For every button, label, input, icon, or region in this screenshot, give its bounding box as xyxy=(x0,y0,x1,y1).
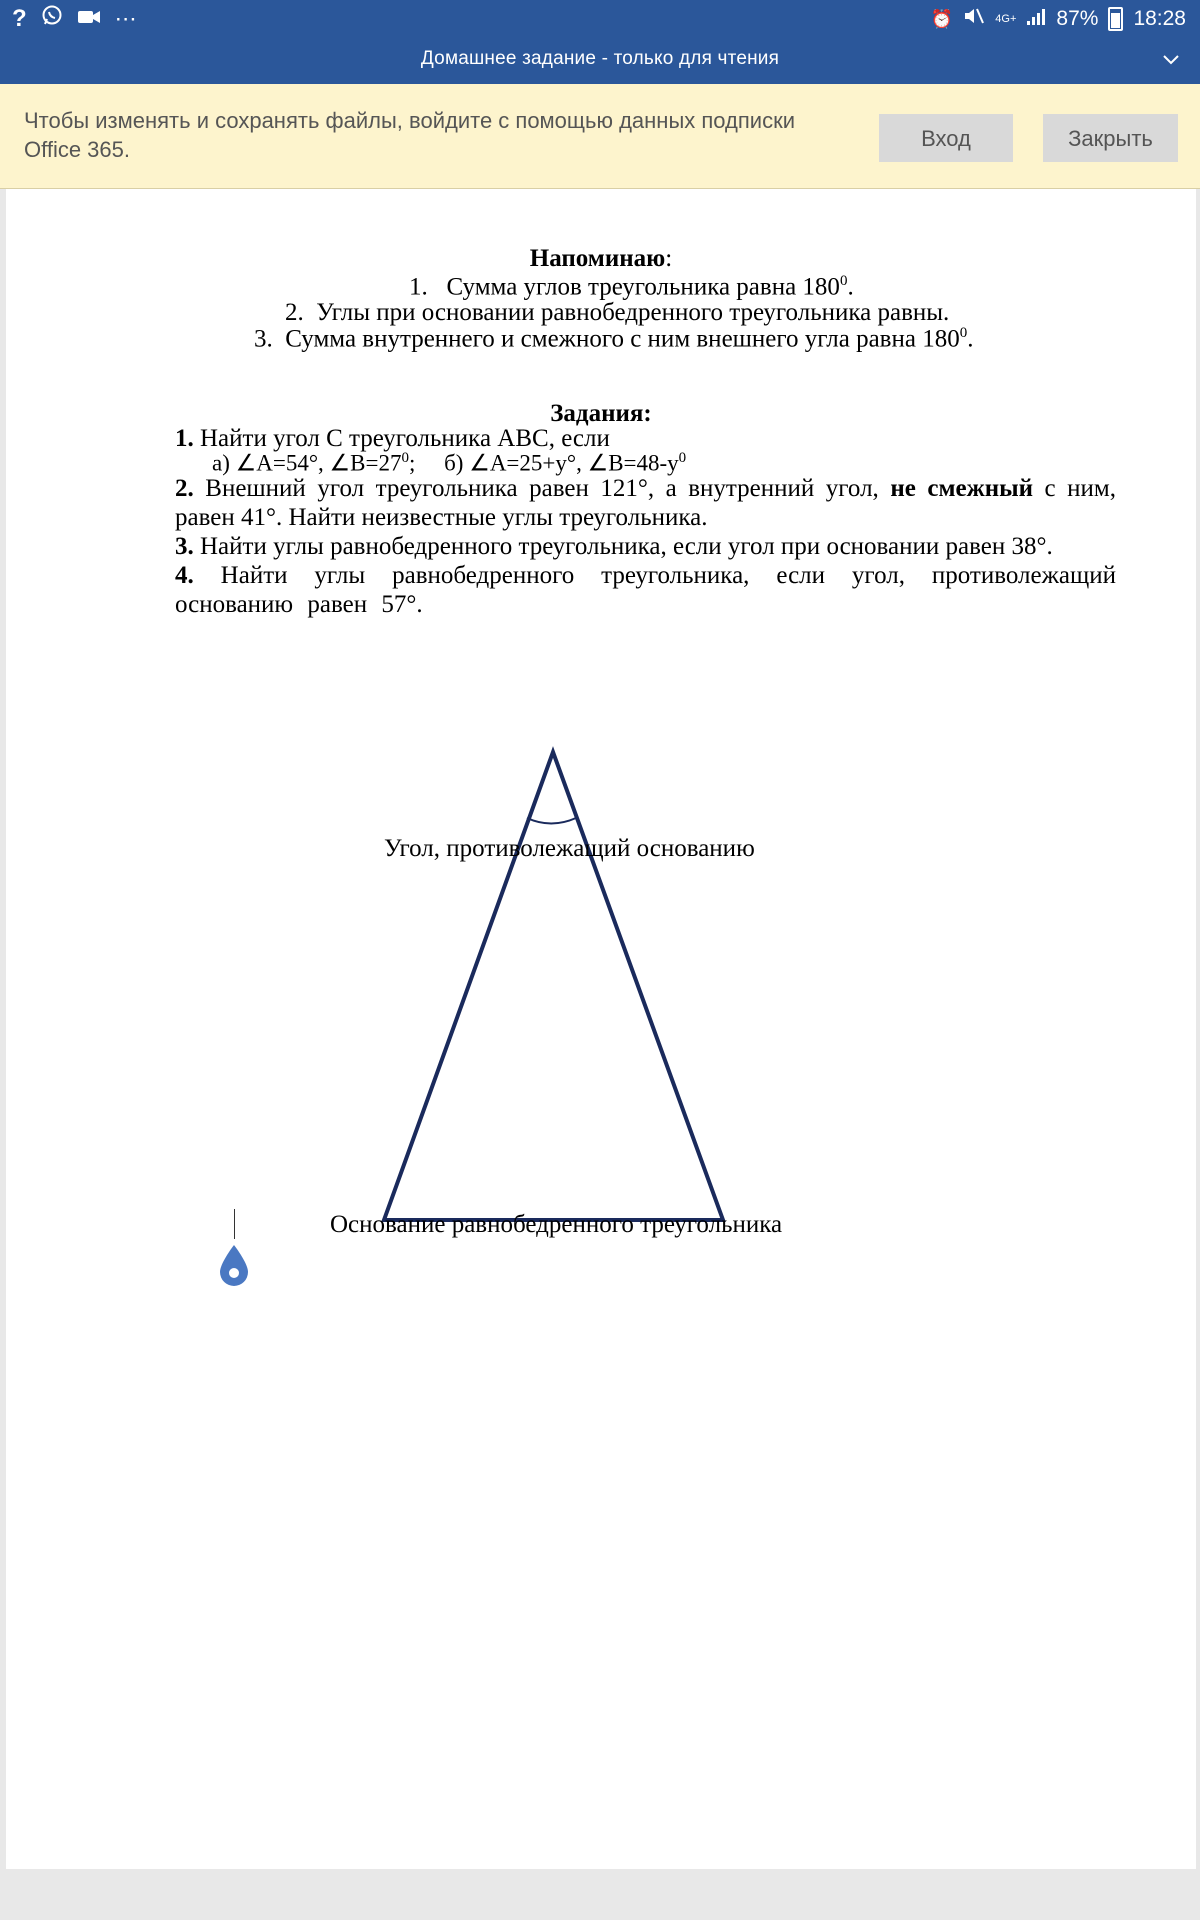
status-bar-left xyxy=(12,4,139,34)
task-text: Найти углы равнобедренного треугольника, если угол, противолежащий основанию равен 57°. xyxy=(175,562,1116,618)
task-1-option-a-end: ; xyxy=(408,450,416,476)
more-icon: ⋯ xyxy=(114,6,139,31)
document-title: Домашнее задание - только для чтения xyxy=(420,48,780,69)
task-1-option-b-sup: 0 xyxy=(678,450,687,466)
whatsapp-icon xyxy=(41,4,63,34)
clock: 18:28 xyxy=(1133,7,1186,30)
apex-angle-label: Угол, противолежащий основанию xyxy=(384,835,755,862)
reminder-number: 3. xyxy=(254,325,273,353)
video-icon xyxy=(77,4,101,34)
reminder-text: Углы при основании равнобедренного треугольника равны. xyxy=(316,299,950,326)
app-header xyxy=(0,0,1200,84)
reminder-end: . xyxy=(967,325,974,353)
network-type: 4G+ xyxy=(995,13,1017,25)
reminder-sup: 0 xyxy=(839,273,848,289)
chevron-down-icon[interactable] xyxy=(1162,46,1180,72)
reminder-number: 1. xyxy=(409,273,428,301)
task-text: с ним, равен 41°. Найти неизвестные углы треугольника. xyxy=(175,475,1116,531)
reminder-sup: 0 xyxy=(959,325,968,341)
task-text: Найти углы равнобедренного треугольника, если угол при основании равен 38°. xyxy=(193,533,1053,560)
reminder-number: 2. xyxy=(285,299,304,326)
tasks-heading-text: Задания: xyxy=(550,400,652,427)
bottom-area xyxy=(0,1870,1200,1920)
battery-icon xyxy=(1108,7,1123,31)
base-label: Основание равнобедренного треугольника xyxy=(330,1211,783,1238)
close-banner-button[interactable]: Закрыть xyxy=(1043,114,1178,162)
signal-icon xyxy=(1026,4,1046,34)
task-1-option-b: б) ∠А=25+у°, ∠В=48-у xyxy=(444,450,679,476)
reminder-text: Сумма внутреннего и смежного с ним внешнего угла равна 180 xyxy=(285,325,960,353)
task-number: 1. xyxy=(175,425,194,452)
task-number: 2. xyxy=(175,475,194,502)
task-number: 3. xyxy=(175,533,194,560)
reminder-end: . xyxy=(847,273,854,301)
text-cursor xyxy=(234,1209,235,1239)
task-text: Найти угол С треугольника АВС, если xyxy=(193,425,610,452)
apex-angle-arc xyxy=(527,818,576,824)
triangle-figure xyxy=(6,189,1196,1869)
banner-message: Чтобы изменять и сохранять файлы, войдите с помощью данных подписки Office 365. xyxy=(24,108,795,162)
alarm-icon: ⏰ xyxy=(930,9,954,29)
task-1-option-a: а) ∠А=54°, ∠В=27 xyxy=(212,450,402,476)
reminder-text: Сумма углов треугольника равна 180 xyxy=(446,273,840,301)
isosceles-triangle xyxy=(384,752,723,1220)
reminder-heading-text: Напоминаю xyxy=(529,245,666,272)
selection-handle-icon[interactable] xyxy=(218,1243,250,1292)
task-emphasis: не смежный xyxy=(890,475,1034,502)
task-text: Внешний угол треугольника равен 121°, а внутренний угол, xyxy=(193,475,891,502)
task-1-option-a-sup: 0 xyxy=(401,450,409,466)
read-only-banner xyxy=(0,84,1200,189)
battery-level: 87% xyxy=(1056,7,1099,30)
task-number: 4. xyxy=(175,562,194,589)
mute-icon xyxy=(963,4,985,34)
status-bar-right xyxy=(931,4,1186,34)
login-button[interactable]: Вход xyxy=(879,114,1013,162)
document-page[interactable] xyxy=(6,189,1196,1869)
status-bar xyxy=(0,0,1200,40)
reminder-heading-colon: : xyxy=(665,245,673,272)
question-icon: ? xyxy=(12,5,27,32)
